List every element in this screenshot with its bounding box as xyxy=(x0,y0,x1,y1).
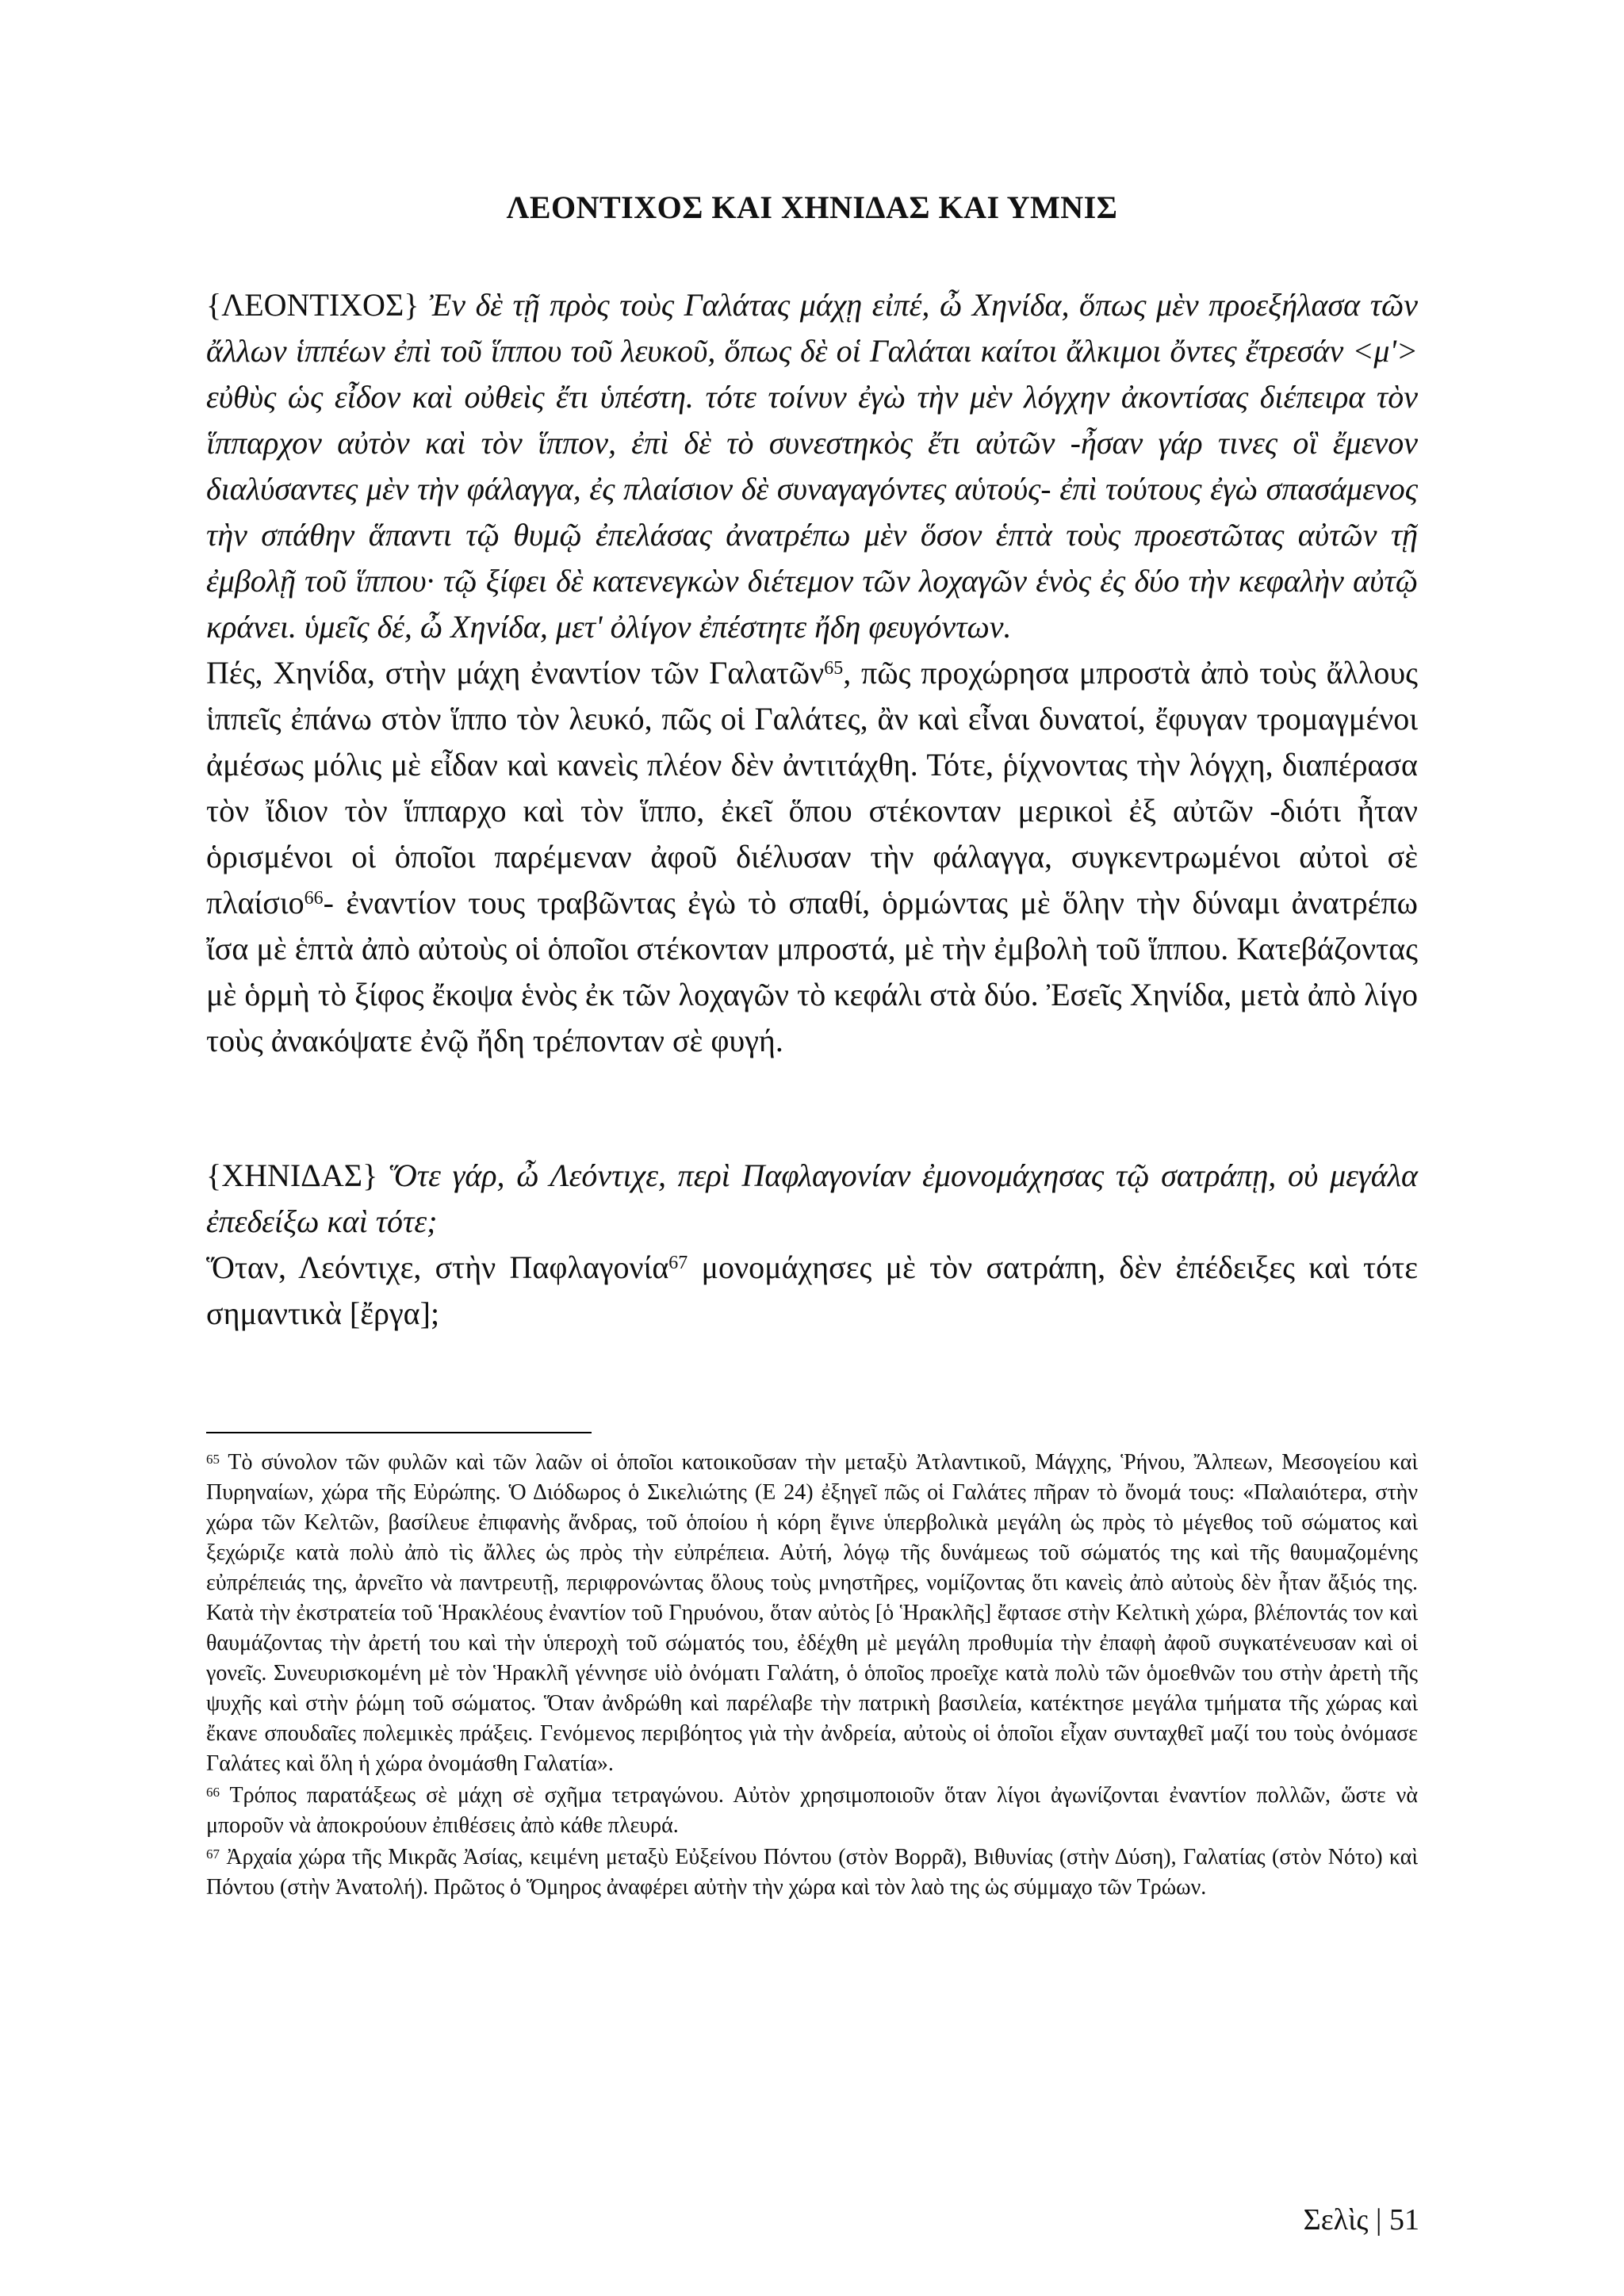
footnote-ref[interactable]: 65 xyxy=(824,658,844,679)
ancient-passage xyxy=(206,282,1418,650)
ancient-passage xyxy=(206,1153,1418,1245)
translation-passage xyxy=(206,1245,1418,1337)
footnote-ref[interactable]: 66 xyxy=(304,888,324,909)
ancient-text: Ὅτε γάρ, ὦ Λεόντιχε, περὶ Παφλαγονίαν ἐμονομάχησας τῷ σατράπῃ, οὐ μεγάλα ἐπεδείξω καὶ τότε; xyxy=(206,1158,1419,1239)
footnote-number: 66 xyxy=(206,1785,220,1800)
footnote-number: 65 xyxy=(206,1452,220,1467)
footnote-text: Τρόπος παρατάξεως σὲ μάχη σὲ σχῆμα τετραγώνου. Αὐτὸν χρησιμοποιοῦν ὅταν λίγοι ἀγωνίζονται ἐναντίον πολλῶν, ὥστε νὰ μποροῦν νὰ ἀποκρούουν ἐπιθέσεις ἀπὸ κάθε πλευρά. xyxy=(206,1783,1418,1838)
footnote xyxy=(206,1843,1418,1903)
footnote-ref[interactable]: 67 xyxy=(668,1253,688,1273)
footnotes xyxy=(206,1448,1418,1904)
ancient-text: Ἐν δὲ τῇ πρὸς τοὺς Γαλάτας μάχῃ εἰπέ, ὦ Χηνίδα, ὅπως μὲν προεξήλασα τῶν ἄλλων ἱππέων ἐπὶ τοῦ ἵππου τοῦ λευκοῦ, ὅπως δὲ οἱ Γαλάται καίτοι ἄλκιμοι ὄντες ἔτρεσάν <μ'> εὐθὺς ὡς εἶδον καὶ οὐθεὶς ἔτι ὑπέστη. τότε τοίνυν ἐγὼ τὴν μὲν λόγχην ἀκοντίσας διέπειρα τὸν ἵππαρχον αὐτὸν καὶ τὸν ἵππον, ἐπὶ δὲ τὸ συνεστηκὸς ἔτι αὐτῶν -ἦσαν γάρ τινες οἳ ἔμενον διαλύσαντες μὲν τὴν φάλαγγα, ἐς πλαίσιον δὲ συναγαγόντες αὑτούς- ἐπὶ τούτους ἐγὼ σπασάμενος τὴν σπάθην ἅπαντι τῷ θυμῷ ἐπελάσας ἀνατρέπω μὲν ὅσον ἑπτὰ τοὺς προεστῶτας αὐτῶν τῇ ἐμβολῇ τοῦ ἵππου· τῷ ξίφει δὲ κατενεγκὼν διέτεμον τῶν λοχαγῶν ἑνὸς ἐς δύο τὴν κεφαλὴν αὐτῷ κράνει. ὑμεῖς δέ, ὦ Χηνίδα, μετ' ὀλίγον ἐπέστητε ἤδη φευγόντων. xyxy=(206,287,1419,645)
footnote-separator xyxy=(206,1432,592,1433)
footnote-text: Ἀρχαία χώρα τῆς Μικρᾶς Ἀσίας, κειμένη μεταξὺ Εὐξείνου Πόντου (στὸν Βορρᾶ), Βιθυνίας (στὴν Δύση), Γαλατίας (στὸν Νότο) καὶ Πόντου (στὴν Ἀνατολή). Πρῶτος ὁ Ὅμηρος ἀναφέρει αὐτὴν τὴν χώρα καὶ τὸν λαὸ της ὡς σύμμαχο τῶν Τρώων. xyxy=(206,1845,1418,1900)
translation-text: Ὅταν, Λεόντιχε, στὴν Παφλαγονία xyxy=(206,1249,669,1285)
footnote xyxy=(206,1448,1418,1779)
translation-text: , πῶς προχώρησα μπροστὰ ἀπὸ τοὺς ἄλλους ἱππεῖς ἐπάνω στὸν ἵππο τὸν λευκό, πῶς οἱ Γαλάτες, ἂν καὶ εἶναι δυνατοί, ἔφυγαν τρομαγμένοι ἀμέσως μόλις μὲ εἶδαν καὶ κανεὶς πλέον δὲν ἀντιτάχθη. Τότε, ῥίχνοντας τὴν λόγχη, διαπέρασα τὸν ἴδιον τὸν ἵππαρχο καὶ τὸν ἵππο, ἐκεῖ ὅπου στέκονταν μερικοὶ ἐξ αὐτῶν -διότι ἦταν ὁρισμένοι οἱ ὁποῖοι παρέμεναν ἀφοῦ διέλυσαν τὴν φάλαγγα, συγκεντρωμένοι αὐτοὶ σὲ πλαίσιο xyxy=(206,655,1418,920)
dialogue-block-chenidas xyxy=(206,1153,1418,1337)
footnote-text: Τὸ σύνολον τῶν φυλῶν καὶ τῶν λαῶν οἱ ὁποῖοι κατοικοῦσαν τὴν μεταξὺ Ἀτλαντικοῦ, Μάγχης, Ῥήνου, Ἄλπεων, Μεσογείου καὶ Πυρηναίων, χώρα τῆς Εὐρώπης. Ὁ Διόδωρος ὁ Σικελιώτης (Ε 24) ἐξηγεῖ πῶς οἱ Γαλάτες πῆραν τὸ ὄνομά τους: «Παλαιότερα, στὴν χώρα τῶν Κελτῶν, βασίλευε ἐπιφανὴς ἄνδρας, τοῦ ὁποίου ἡ κόρη ἔγινε ὑπερβολικὰ μεγάλη ὡς πρὸς τὸ μέγεθος τοῦ σώματος καὶ ξεχώριζε κατὰ πολὺ ἀπὸ τὶς ἄλλες ὡς πρὸς τὴν εὐπρέπεια. Αὐτή, λόγῳ τῆς δυνάμεως τοῦ σώματός της καὶ τῆς θαυμαζομένης εὐπρέπειάς της, ἀρνεῖτο νὰ παντρευτῇ, περιφρονώντας ὅλους τοὺς μνηστῆρες, νομίζοντας ὅτι κανεὶς ἀπὸ αὐτοὺς δὲν ἦταν ἄξιός της. Κατὰ τὴν ἐκστρατεία τοῦ Ἡρακλέους ἐναντίον τοῦ Γηρυόνου, ὅταν αὐτὸς [ὁ Ἡρακλῆς] ἔφτασε στὴν Κελτικὴ χώρα, βλέποντάς τον καὶ θαυμάζοντας τὴν ἀρετή του καὶ τὴν ὑπεροχὴ τοῦ σώματός του, ἐδέχθη μὲ μεγάλη προθυμία τὴν ἐπαφὴ ἀφοῦ συγκατένευσαν καὶ οἱ γονεῖς. Συνευρισκομένη μὲ τὸν Ἡρακλῆ γέννησε υἱὸ ὀνόματι Γαλάτη, ὁ ὁποῖος προεῖχε κατὰ πολὺ τῶν ὁμοεθνῶν του στὴν ἀρετὴ τῆς ψυχῆς καὶ στὴν ῥώμη τοῦ σώματος. Ὅταν ἀνδρώθη καὶ παρέλαβε τὴν πατρικὴ βασιλεία, κατέκτησε μεγάλα τμήματα τῆς χώρας καὶ ἔκανε σπουδαῖες πολεμικὲς πράξεις. Γενόμενος περιβόητος γιὰ τὴν ἀνδρεία, αὐτοὺς οἱ ὁποῖοι εἶχαν συνταχθεῖ μαζί του τοὺς ὀνόμασε Γαλάτες καὶ ὅλη ἡ χώρα ὀνομάσθη Γαλατία». xyxy=(206,1450,1418,1776)
footnote xyxy=(206,1781,1418,1841)
translation-passage xyxy=(206,650,1418,1064)
page-title: ΛΕΟΝΤΙΧΟΣ ΚΑΙ ΧΗΝΙΔΑΣ ΚΑΙ ΥΜΝΙΣ xyxy=(506,189,1118,225)
dialogue-block-leontichos xyxy=(206,282,1418,1064)
page-number: Σελὶς | 51 xyxy=(1303,2203,1419,2237)
speaker-label: {ΛΕΟΝΤΙΧΟΣ} xyxy=(206,287,419,323)
translation-text: Πές, Χηνίδα, στὴν μάχη ἐναντίον τῶν Γαλατῶν xyxy=(206,655,825,691)
translation-text: - ἐναντίον τους τραβῶντας ἐγὼ τὸ σπαθί, ὁρμώντας μὲ ὅλην τὴν δύναμι ἀνατρέπω ἴσα μὲ ἑπτὰ ἀπὸ αὐτοὺς οἱ ὁποῖοι στέκονταν μπροστά, μὲ τὴν ἐμβολὴ τοῦ ἵππου. Κατεβάζοντας μὲ ὁρμὴ τὸ ξίφος ἔκοψα ἑνὸς ἐκ τῶν λοχαγῶν τὸ κεφάλι στὰ δύο. Ἐσεῖς Χηνίδα, μετὰ ἀπὸ λίγο τοὺς ἀνακόψατε ἐνῷ ἤδη τρέπονταν σὲ φυγή. xyxy=(206,885,1418,1058)
translation-text: μονομάχησες μὲ τὸν σατράπη, δὲν ἐπέδειξες καὶ τότε σημαντικὰ [ἔργα]; xyxy=(206,1249,1418,1331)
speaker-label: {ΧΗΝΙΔΑΣ} xyxy=(206,1158,378,1193)
footnote-number: 67 xyxy=(206,1846,220,1862)
